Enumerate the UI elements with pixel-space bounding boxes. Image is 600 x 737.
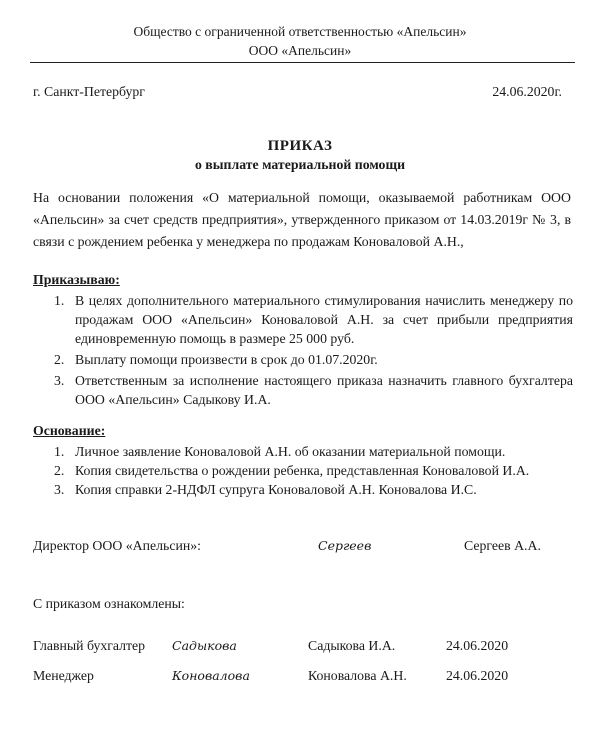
list-item-text: Личное заявление Коноваловой А.Н. об оказании материальной помощи. <box>75 444 506 459</box>
orders-list <box>33 291 573 411</box>
list-item-text: Копия свидетельства о рождении ребенка, представленная Коноваловой И.А. <box>75 463 530 478</box>
list-item-text: В целях дополнительного материального стимулирования начислить менеджеру по продажам ООО «Апельсин» Коноваловой А.Н. за счет прибыли предприятия единовременную помощь в размере 25 000 руб. <box>75 293 573 346</box>
order-title: ПРИКАЗ <box>267 138 333 154</box>
city: г. Санкт-Петербург <box>33 84 145 99</box>
director-label: Директор ООО «Апельсин»: <box>33 538 201 553</box>
list-item-number: 1. <box>54 444 65 459</box>
ack-date-accountant: 24.06.2020 <box>446 638 509 653</box>
orders-heading: Приказываю: <box>33 272 120 287</box>
order-subtitle: о выплате материальной помощи <box>194 157 406 172</box>
ack-date-manager: 24.06.2020 <box>446 668 509 683</box>
list-item <box>33 461 573 480</box>
list-item-text: Выплату помощи произвести в срок до 01.07.2020г. <box>75 352 378 367</box>
list-item <box>33 442 573 461</box>
company-short-name: ООО «Апельсин» <box>248 43 352 58</box>
ack-role-accountant: Главный бухгалтер <box>33 638 146 653</box>
basis-paragraph: На основании положения «О материальной помощи, оказываемой работникам ООО «Апельсин» за счет средств предприятия», утвержденного приказом от 14.03.2019г № 3, в связи с рождением ребенка у менеджера по продажам Коноваловой А.Н., <box>33 190 571 249</box>
director-name: Сергеев А.А. <box>464 538 541 553</box>
header-divider <box>30 62 575 63</box>
director-signature: Сергеев <box>318 538 372 553</box>
grounds-heading: Основание: <box>33 423 106 438</box>
list-item <box>33 371 573 409</box>
list-item-number: 3. <box>54 373 65 388</box>
list-item-number: 2. <box>54 352 65 367</box>
acknowledgement-heading: С приказом ознакомлены: <box>33 596 185 611</box>
ack-signature-accountant: Садыкова <box>172 638 237 653</box>
list-item <box>33 350 573 369</box>
list-item-text: Ответственным за исполнение настоящего приказа назначить главного бухгалтера ООО «Апельсин» Садыкову И.А. <box>75 373 573 407</box>
ack-name-accountant: Садыкова И.А. <box>308 638 396 653</box>
document-date: 24.06.2020г. <box>492 84 562 99</box>
list-item-number: 2. <box>54 463 65 478</box>
list-item-number: 3. <box>54 482 65 497</box>
ack-role-manager: Менеджер <box>33 668 94 683</box>
list-item <box>33 480 573 499</box>
list-item-number: 1. <box>54 293 65 308</box>
ack-name-manager: Коновалова А.Н. <box>308 668 407 683</box>
company-full-name: Общество с ограниченной ответственностью «Апельсин» <box>133 24 467 39</box>
list-item-text: Копия справки 2-НДФЛ супруга Коноваловой А.Н. Коновалова И.С. <box>75 482 477 497</box>
grounds-list <box>33 442 573 499</box>
list-item <box>33 291 573 348</box>
ack-signature-manager: Коновалова <box>172 668 250 683</box>
